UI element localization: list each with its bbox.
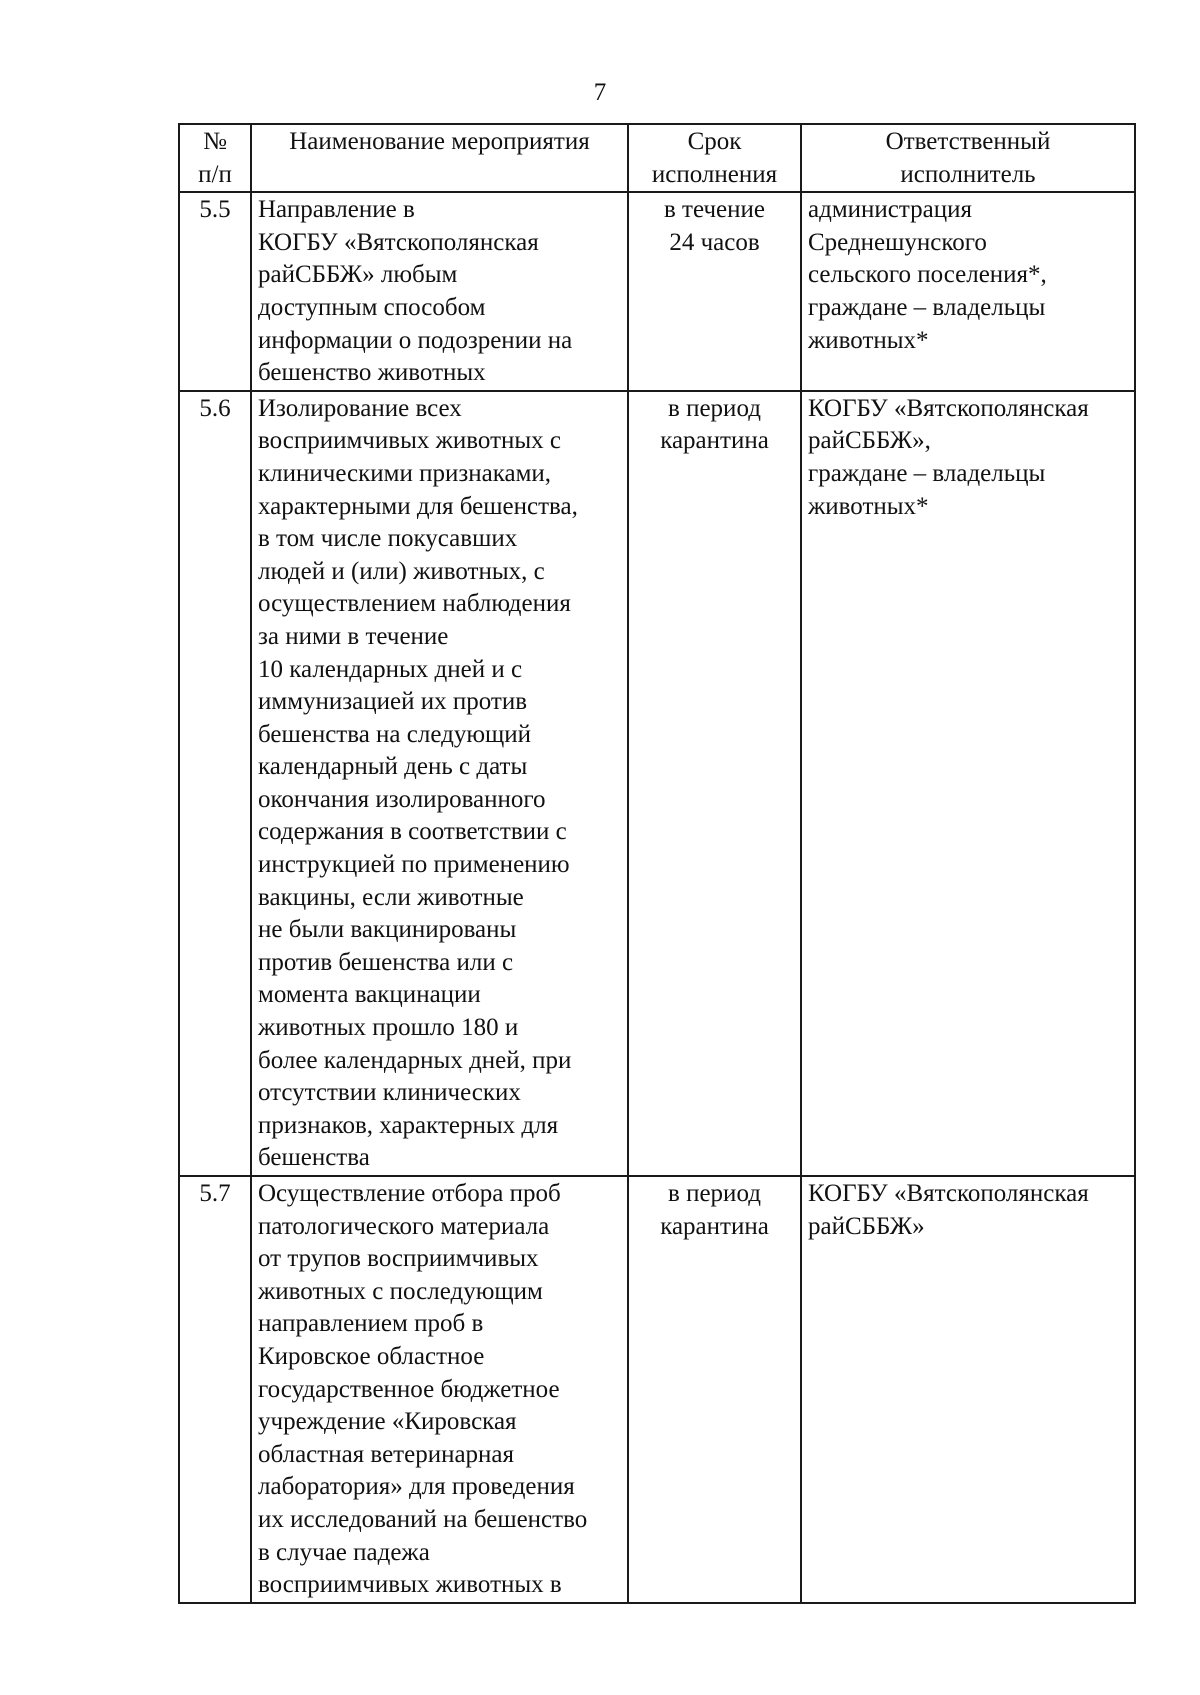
measure-name-line: восприимчивых животных с xyxy=(258,427,562,455)
measure-name-line: содержания в соответствии с xyxy=(258,818,567,846)
measure-name-line: областная ветеринарная xyxy=(258,1440,515,1468)
measure-name-line: бешенство животных xyxy=(258,359,486,387)
measure-responsible-line: КОГБУ «Вятскополянская xyxy=(808,394,1089,422)
measure-term-line: в период xyxy=(668,394,761,422)
row-number: 5.7 xyxy=(179,1176,251,1603)
measure-term-line: карантина xyxy=(660,427,769,455)
measure-name-line: осуществлением наблюдения xyxy=(258,590,571,618)
measure-name-line: календарный день с даты xyxy=(258,753,528,781)
table-row xyxy=(179,391,1135,1176)
measure-responsible-line: граждане – владельцы xyxy=(808,459,1046,487)
measure-name-line: Кировское областное xyxy=(258,1342,485,1370)
measure-name-line: в случае падежа xyxy=(258,1538,430,1566)
measure-name-line: за ними в течение xyxy=(258,622,449,650)
measure-name xyxy=(251,391,628,1176)
measure-term xyxy=(628,192,801,391)
measure-name-line: лаборатория» для проведения xyxy=(258,1473,575,1501)
measure-name-line: отсутствии клинических xyxy=(258,1079,521,1107)
table-row xyxy=(179,1176,1135,1603)
measure-term xyxy=(628,1176,801,1603)
measure-responsible-line: КОГБУ «Вятскополянская xyxy=(808,1180,1089,1207)
measure-responsible-line: администрация xyxy=(808,196,972,224)
measure-responsible-line: Среднешунского xyxy=(808,228,987,256)
measure-name-line: их исследований на бешенство xyxy=(258,1505,588,1533)
measure-name-line: людей и (или) животных, с xyxy=(258,557,545,585)
measure-term-line: в течение xyxy=(664,196,765,224)
measure-name-line: КОГБУ «Вятскополянская xyxy=(258,228,539,256)
measure-name-line: животных с последующим xyxy=(258,1277,543,1305)
measure-name-line: клиническими признаками, xyxy=(258,459,552,487)
measure-name-line: более календарных дней, при xyxy=(258,1046,572,1074)
measure-name-line: информации о подозрении на xyxy=(258,326,573,354)
measure-name xyxy=(251,192,628,391)
measure-name-line: бешенства xyxy=(258,1144,370,1172)
measure-name-line: окончания изолированного xyxy=(258,785,546,813)
measure-name-line: против бешенства или с xyxy=(258,948,514,976)
measure-name-line: направлением проб в xyxy=(258,1310,484,1338)
measure-name-line: райСББЖ» любым xyxy=(258,261,458,289)
row-number: 5.6 xyxy=(179,391,251,1176)
measure-name-line: инструкцией по применению xyxy=(258,851,570,879)
measure-responsible-line: граждане – владельцы xyxy=(808,293,1046,321)
measure-name-line: характерными для бешенства, xyxy=(258,492,578,520)
page-number: 7 xyxy=(593,79,607,106)
measure-name-line: вакцины, если животные xyxy=(258,883,524,911)
header-term: Срок исполнения xyxy=(628,124,801,192)
measure-responsible xyxy=(801,1176,1135,1603)
measure-name-line: от трупов восприимчивых xyxy=(258,1245,539,1273)
measure-name-line: восприимчивых животных в xyxy=(258,1571,562,1599)
measure-name-line: Направление в xyxy=(258,196,415,224)
measure-term-line: в период xyxy=(668,1180,761,1207)
measure-responsible xyxy=(801,192,1135,391)
measure-name-line: животных прошло 180 и xyxy=(258,1014,519,1042)
measure-term-line: 24 часов xyxy=(669,228,760,256)
measure-name-line: бешенства на следующий xyxy=(258,720,532,748)
measure-name-line: государственное бюджетное xyxy=(258,1375,560,1403)
measure-responsible-line: сельского поселения*, xyxy=(808,261,1047,289)
measure-responsible-line: райСББЖ», xyxy=(808,427,931,455)
measure-name-line: момента вакцинации xyxy=(258,981,481,1009)
measure-name-line: Осуществление отбора проб xyxy=(258,1180,561,1207)
measure-name-line: 10 календарных дней и с xyxy=(258,655,523,683)
header-num: № п/п xyxy=(179,124,251,192)
header-name: Наименование мероприятия xyxy=(251,124,628,192)
measure-term-line: карантина xyxy=(660,1212,769,1240)
measures-table xyxy=(178,123,1136,1604)
measure-responsible xyxy=(801,391,1135,1176)
measure-responsible-line: райСББЖ» xyxy=(808,1212,925,1240)
measure-responsible-line: животных* xyxy=(808,492,929,520)
measure-name-line: патологического материала xyxy=(258,1212,550,1240)
measure-name-line: не были вакцинированы xyxy=(258,916,517,944)
table-header-row xyxy=(179,124,1135,192)
measure-name xyxy=(251,1176,628,1603)
header-responsible: Ответственный исполнитель xyxy=(801,124,1135,192)
measure-name-line: доступным способом xyxy=(258,293,486,321)
measure-responsible-line: животных* xyxy=(808,326,929,354)
row-number: 5.5 xyxy=(179,192,251,391)
table-row xyxy=(179,192,1135,391)
measure-name-line: Изолирование всех xyxy=(258,394,462,422)
measure-name-line: учреждение «Кировская xyxy=(258,1408,517,1436)
measure-term xyxy=(628,391,801,1176)
measure-name-line: иммунизацией их против xyxy=(258,688,528,716)
measure-name-line: в том числе покусавших xyxy=(258,525,518,553)
measure-name-line: признаков, характерных для xyxy=(258,1111,559,1139)
